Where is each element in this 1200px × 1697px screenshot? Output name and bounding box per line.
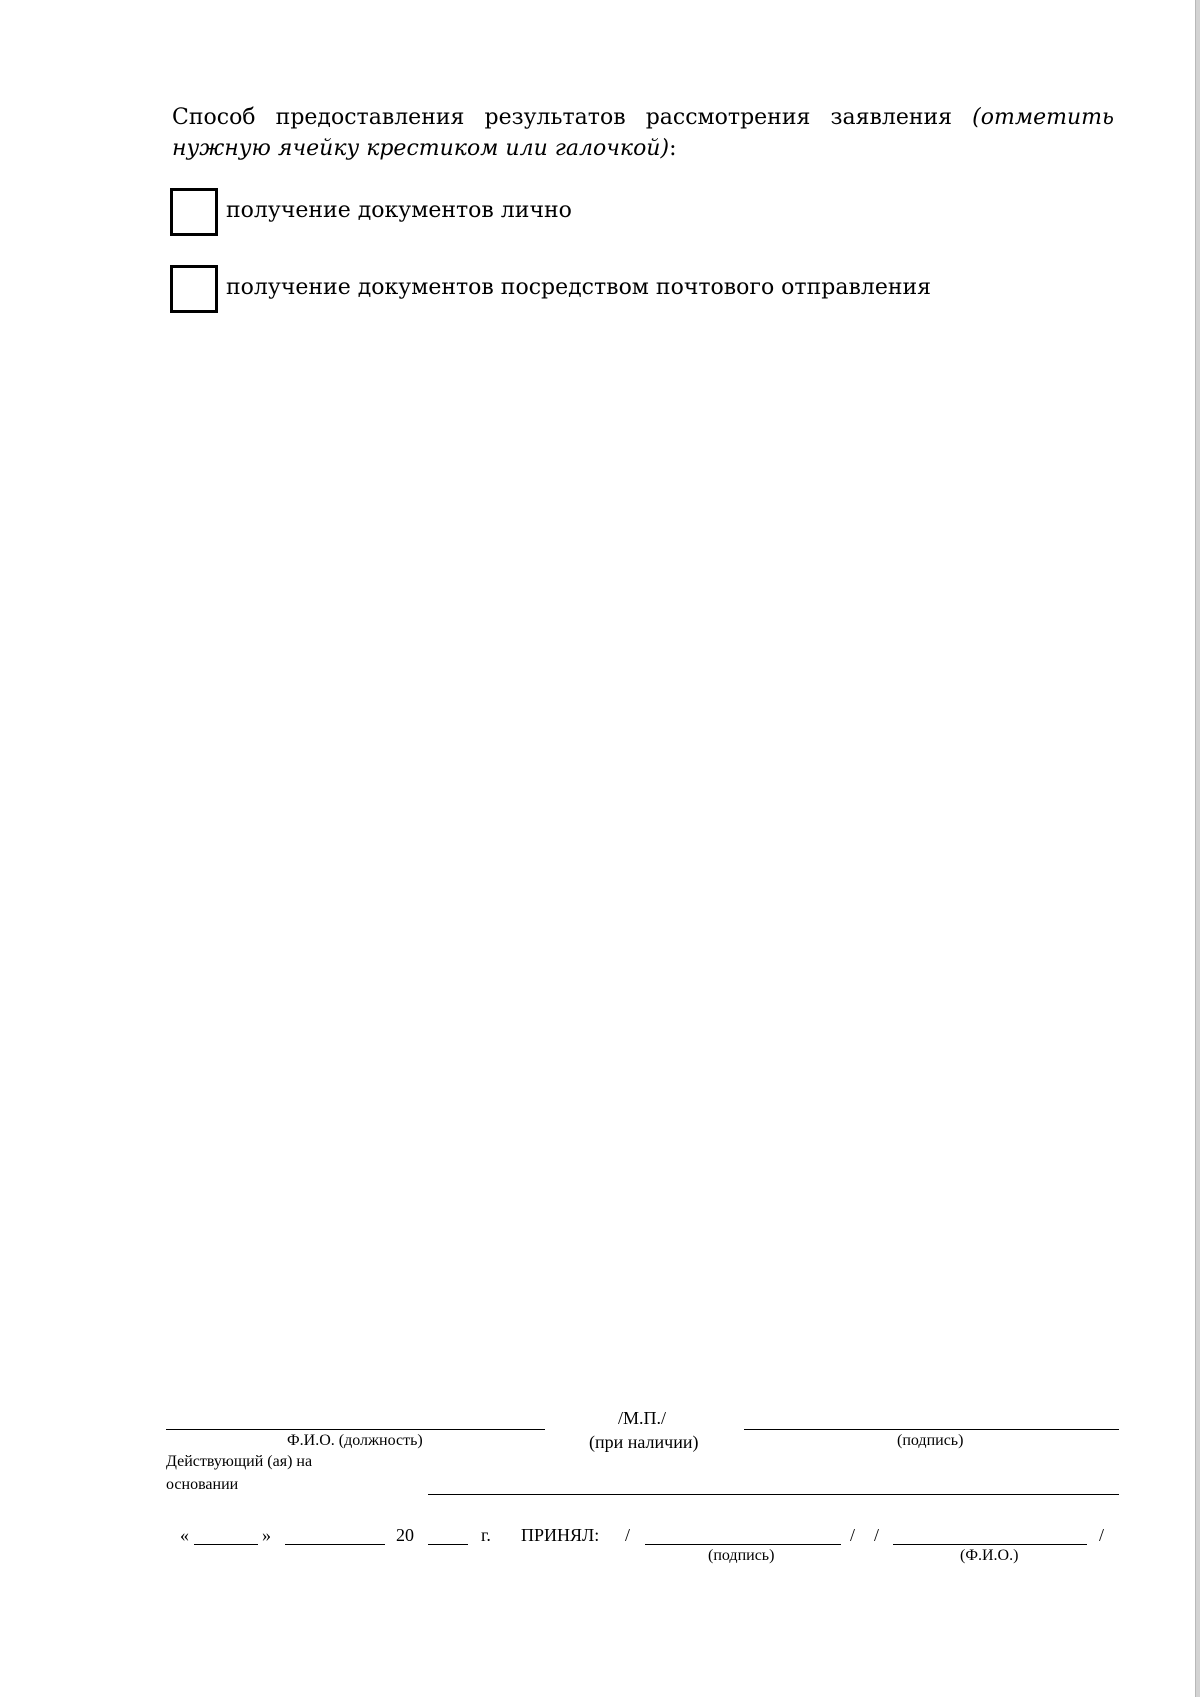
instruction-note: (отметить нужную ячейку крестиком или галочкой) xyxy=(172,105,1114,161)
option-label-personal-pickup: получение документов лично xyxy=(226,198,572,223)
option-label-postal-delivery: получение документов посредством почтового отправления xyxy=(226,275,932,300)
accepted-signature-line[interactable] xyxy=(645,1544,841,1545)
date-year-suffix: г. xyxy=(481,1525,491,1545)
stamp-label: /М.П./ xyxy=(618,1408,667,1428)
delivery-method-instruction xyxy=(172,102,1114,164)
slash-4: / xyxy=(1099,1525,1105,1545)
accepted-fio-line[interactable] xyxy=(893,1544,1087,1545)
slash-1: / xyxy=(625,1525,631,1545)
instruction-colon: : xyxy=(669,136,677,161)
date-year-line[interactable] xyxy=(428,1544,468,1545)
signature-caption: (подпись) xyxy=(897,1432,964,1449)
fio-position-line[interactable] xyxy=(166,1429,545,1430)
date-quote-close: » xyxy=(262,1525,271,1545)
acting-basis-label-2: основании xyxy=(166,1476,239,1493)
accepted-signature-caption: (подпись) xyxy=(708,1547,775,1564)
instruction-text: Способ предоставления результатов рассмотрения заявления xyxy=(172,105,953,130)
date-year-prefix: 20 xyxy=(396,1525,414,1545)
date-month-line[interactable] xyxy=(285,1544,385,1545)
signature-line[interactable] xyxy=(744,1429,1119,1430)
date-quote-open: « xyxy=(180,1525,189,1545)
page-edge xyxy=(1196,0,1200,1697)
checkbox-personal-pickup[interactable] xyxy=(170,188,218,236)
stamp-note: (при наличии) xyxy=(589,1432,699,1452)
checkbox-postal-delivery[interactable] xyxy=(170,265,218,313)
acting-basis-label-1: Действующий (ая) на xyxy=(166,1453,313,1470)
accepted-fio-caption: (Ф.И.О.) xyxy=(960,1547,1019,1564)
slash-3: / xyxy=(874,1525,880,1545)
fio-position-caption: Ф.И.О. (должность) xyxy=(287,1432,423,1449)
option-postal-delivery[interactable] xyxy=(170,265,1070,313)
accepted-label: ПРИНЯЛ: xyxy=(521,1525,600,1545)
date-day-line[interactable] xyxy=(194,1544,258,1545)
slash-2: / xyxy=(850,1525,856,1545)
option-personal-pickup[interactable] xyxy=(170,188,1070,236)
acting-basis-line[interactable] xyxy=(428,1494,1119,1495)
